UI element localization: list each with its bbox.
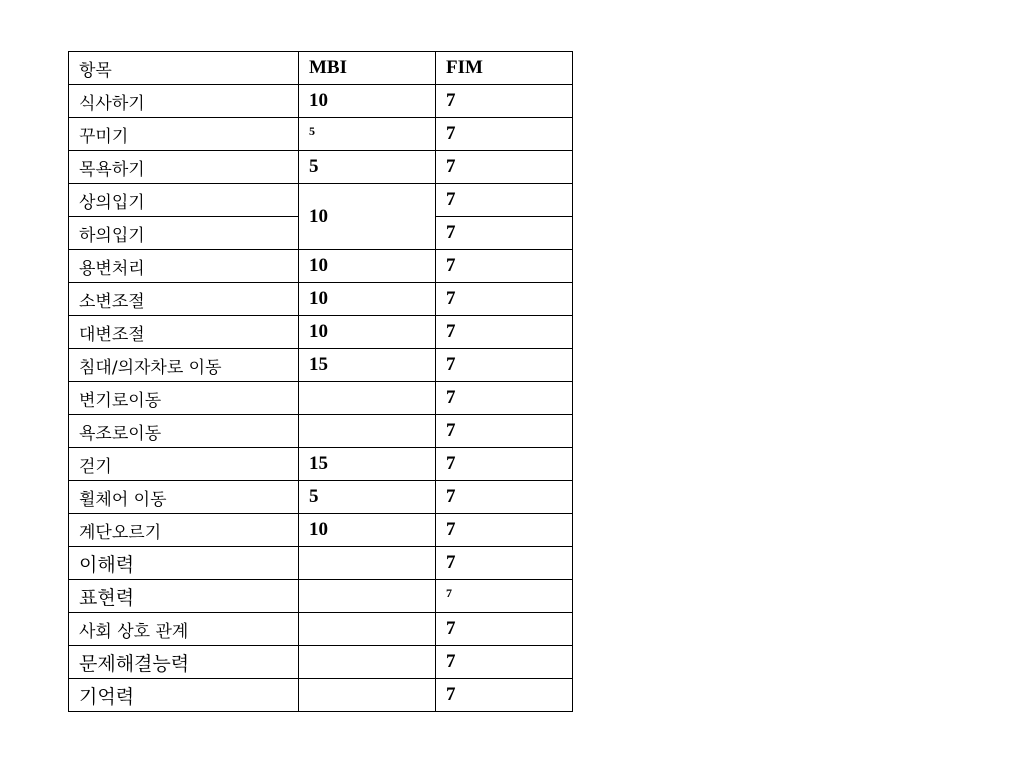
- header-fim: FIM: [436, 52, 573, 85]
- table-row: [69, 250, 573, 283]
- mbi-value: [299, 580, 436, 613]
- fim-value: 7: [436, 415, 573, 448]
- table-row: [69, 547, 573, 580]
- fim-value: 7: [436, 613, 573, 646]
- fim-value: 7: [436, 547, 573, 580]
- item-label: 계단오르기: [69, 514, 299, 547]
- fim-value: 7: [436, 481, 573, 514]
- mbi-value: [299, 415, 436, 448]
- item-label: 이해력: [69, 547, 299, 580]
- fim-value: 7: [436, 514, 573, 547]
- fim-value: 7: [436, 184, 573, 217]
- fim-value: 7: [436, 580, 573, 613]
- header-mbi: MBI: [299, 52, 436, 85]
- item-label: 걷기: [69, 448, 299, 481]
- mbi-value: 10: [299, 184, 436, 250]
- item-label: 침대/의자차로 이동: [69, 349, 299, 382]
- fim-value: 7: [436, 217, 573, 250]
- item-label: 대변조절: [69, 316, 299, 349]
- table-row: [69, 316, 573, 349]
- table-row: [69, 481, 573, 514]
- header-item: 항목: [69, 52, 299, 85]
- table-row: [69, 85, 573, 118]
- mbi-value: [299, 613, 436, 646]
- item-label: 표현력: [69, 580, 299, 613]
- table-row: [69, 118, 573, 151]
- item-label: 목욕하기: [69, 151, 299, 184]
- table-row: [69, 679, 573, 712]
- table-row: [69, 646, 573, 679]
- item-label: 기억력: [69, 679, 299, 712]
- assessment-table-container: [68, 51, 573, 712]
- fim-value: 7: [436, 382, 573, 415]
- fim-value: 7: [436, 646, 573, 679]
- mbi-value: 10: [299, 250, 436, 283]
- mbi-value: 15: [299, 349, 436, 382]
- fim-value: 7: [436, 151, 573, 184]
- item-label: 용변처리: [69, 250, 299, 283]
- item-label: 상의입기: [69, 184, 299, 217]
- mbi-value: [299, 646, 436, 679]
- fim-value: 7: [436, 85, 573, 118]
- mbi-value: 10: [299, 283, 436, 316]
- table-row: [69, 448, 573, 481]
- table-row: [69, 415, 573, 448]
- fim-value: 7: [436, 316, 573, 349]
- fim-value: 7: [436, 250, 573, 283]
- mbi-value: 10: [299, 514, 436, 547]
- fim-value: 7: [436, 448, 573, 481]
- mbi-value: [299, 382, 436, 415]
- mbi-fim-table: [68, 51, 573, 712]
- table-row: [69, 283, 573, 316]
- item-label: 변기로이동: [69, 382, 299, 415]
- item-label: 식사하기: [69, 85, 299, 118]
- mbi-value: 15: [299, 448, 436, 481]
- item-label: 사회 상호 관계: [69, 613, 299, 646]
- table-row: [69, 580, 573, 613]
- table-row: [69, 151, 573, 184]
- mbi-value: [299, 679, 436, 712]
- item-label: 문제해결능력: [69, 646, 299, 679]
- mbi-value: 5: [299, 118, 436, 151]
- item-label: 하의입기: [69, 217, 299, 250]
- table-row: [69, 613, 573, 646]
- mbi-value: 10: [299, 316, 436, 349]
- table-row: [69, 514, 573, 547]
- fim-value: 7: [436, 349, 573, 382]
- table-row: [69, 382, 573, 415]
- item-label: 휠체어 이동: [69, 481, 299, 514]
- mbi-value: 5: [299, 481, 436, 514]
- item-label: 꾸미기: [69, 118, 299, 151]
- item-label: 소변조절: [69, 283, 299, 316]
- fim-value: 7: [436, 679, 573, 712]
- mbi-value: [299, 547, 436, 580]
- item-label: 욕조로이동: [69, 415, 299, 448]
- fim-value: 7: [436, 283, 573, 316]
- mbi-value: 10: [299, 85, 436, 118]
- table-header-row: [69, 52, 573, 85]
- table-row: [69, 184, 573, 217]
- mbi-value: 5: [299, 151, 436, 184]
- fim-value: 7: [436, 118, 573, 151]
- table-row: [69, 349, 573, 382]
